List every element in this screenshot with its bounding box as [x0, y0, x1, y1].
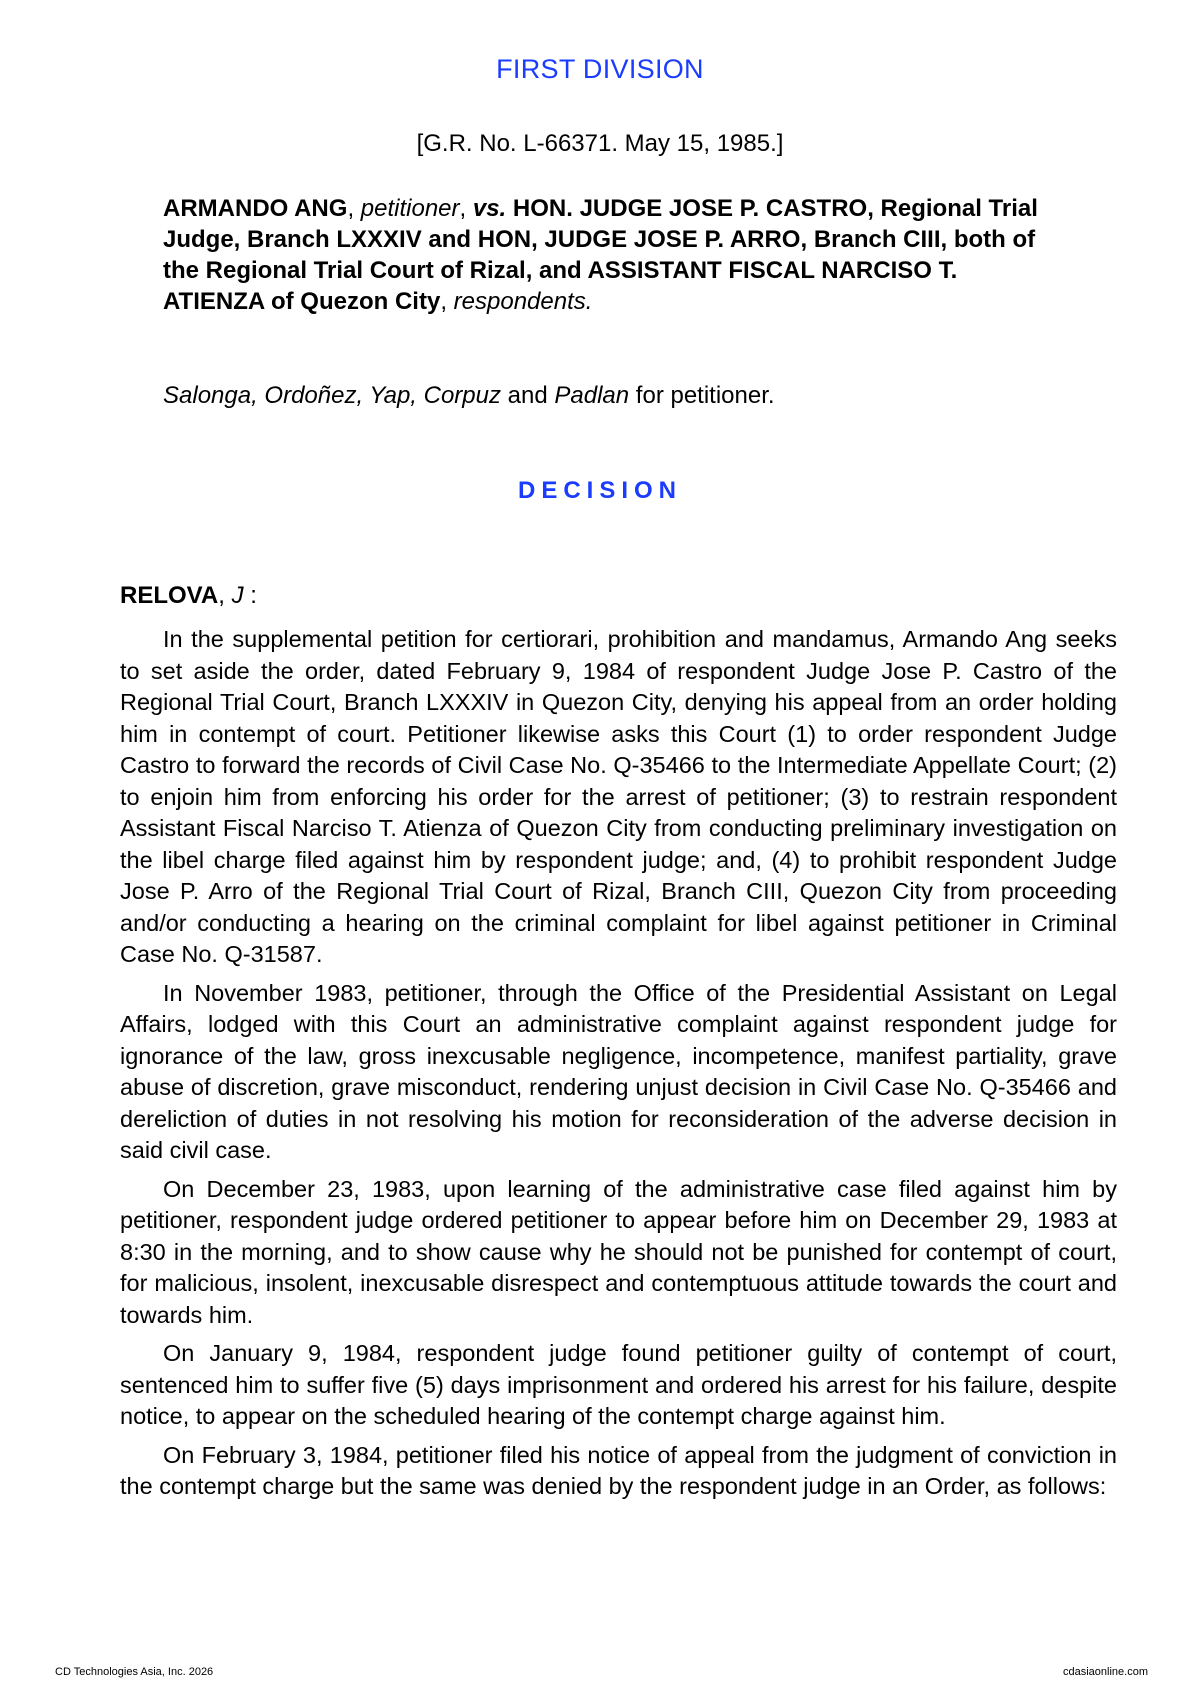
counsel-name-padlan: Padlan — [554, 382, 630, 409]
decision-title: DECISION — [517, 477, 682, 504]
counsel-for: for petitioner. — [635, 382, 775, 409]
division-heading: FIRST DIVISION — [496, 54, 704, 84]
versus-label: vs. — [472, 195, 507, 222]
counsel-line — [163, 382, 1063, 410]
decision-body — [120, 624, 1117, 1510]
paragraph: On February 3, 1984, petitioner filed his notice of appeal from the judgment of conviction in the contempt charge but the same was denied by the respondent judge in an Order, as follows: — [120, 1441, 1117, 1499]
counsel-and: and — [507, 382, 548, 409]
petitioner-role: petitioner — [360, 195, 460, 222]
case-number: [G.R. No. L-66371. May 15, 1985.] — [416, 130, 784, 157]
respondents-names: HON. JUDGE JOSE P. CASTRO, Regional Trial Judge, Branch LXXXIV and HON, JUDGE JOSE P. ARRO, Branch CIII, both of the Regional Trial Court of Rizal, and ASSISTANT FISCAL NARCISO T. ATIENZA of Quezon City — [163, 195, 1038, 315]
paragraph: On January 9, 1984, respondent judge found petitioner guilty of contempt of court, sentenced him to suffer five (5) days imprisonment and ordered his arrest for his failure, despite notice, to appear on the scheduled hearing of the contempt charge against him. — [120, 1340, 1117, 1429]
paragraph: In the supplemental petition for certiorari, prohibition and mandamus, Armando Ang seeks to set aside the order, dated February 9, 1984 of respondent Judge Jose P. Castro of the Regional Trial Court, Branch LXXXIV in Quezon City, denying his appeal from an order holding him in contempt of court. Petitioner likewise asks this Court (1) to order respondent Judge Castro to forward the records of Civil Case No. Q-35466 to the Intermediate Appellate Court; (2) to enjoin him from enforcing his order for the arrest of petitioner; (3) to restrain respondent Assistant Fiscal Narciso T. Atienza of Quezon City from conducting preliminary investigation on the libel charge filed against him by respondent judge; and, (4) to prohibit respondent Judge Jose P. Arro of the Regional Trial Court of Rizal, Branch CIII, Quezon City from proceeding and/or conducting a hearing on the criminal complaint for libel against petitioner in Criminal Case No. Q-31587. — [120, 626, 1117, 967]
ponente-name: RELOVA — [120, 582, 219, 609]
respondents-role: respondents. — [453, 288, 593, 315]
paragraph: On December 23, 1983, upon learning of the administrative case filed against him by petitioner, respondent judge ordered petitioner to appear before him on December 29, 1983 at 8:30 in the morning, and to show cause why he should not be punished for contempt of court, for malicious, insolent, inexcusable disrespect and contemptuous attitude towards the court and towards him. — [120, 1175, 1117, 1328]
footer-website-link[interactable]: cdasiaonline.com — [1063, 1666, 1148, 1678]
ponente-line: RELOVA, J : — [120, 582, 257, 609]
case-caption: ARMANDO ANG, petitioner, vs. HON. JUDGE JOSE P. CASTRO, Regional Trial Judge, Branch LXXXIV and HON, JUDGE JOSE P. ARRO, Branch CIII, both of the Regional Trial Court of Rizal, and ASSISTANT FISCAL NARCISO T. ATIENZA of Quezon City, respondents. — [163, 195, 1038, 315]
ponente-title: J — [231, 582, 244, 609]
paragraph: In November 1983, petitioner, through the Office of the Presidential Assistant on Legal Affairs, lodged with this Court an administrative complaint against respondent judge for ignorance of the law, gross inexcusable negligence, incompetence, manifest partiality, grave abuse of discretion, grave misconduct, rendering unjust decision in Civil Case No. Q-35466 and dereliction of duties in not resolving his motion for reconsideration of the adverse decision in said civil case. — [120, 979, 1117, 1163]
footer-copyright: CD Technologies Asia, Inc. 2026 — [55, 1666, 214, 1678]
counsel-names: Salonga, Ordoñez, Yap, Corpuz — [163, 382, 501, 409]
petitioner-name: ARMANDO ANG — [163, 195, 348, 222]
